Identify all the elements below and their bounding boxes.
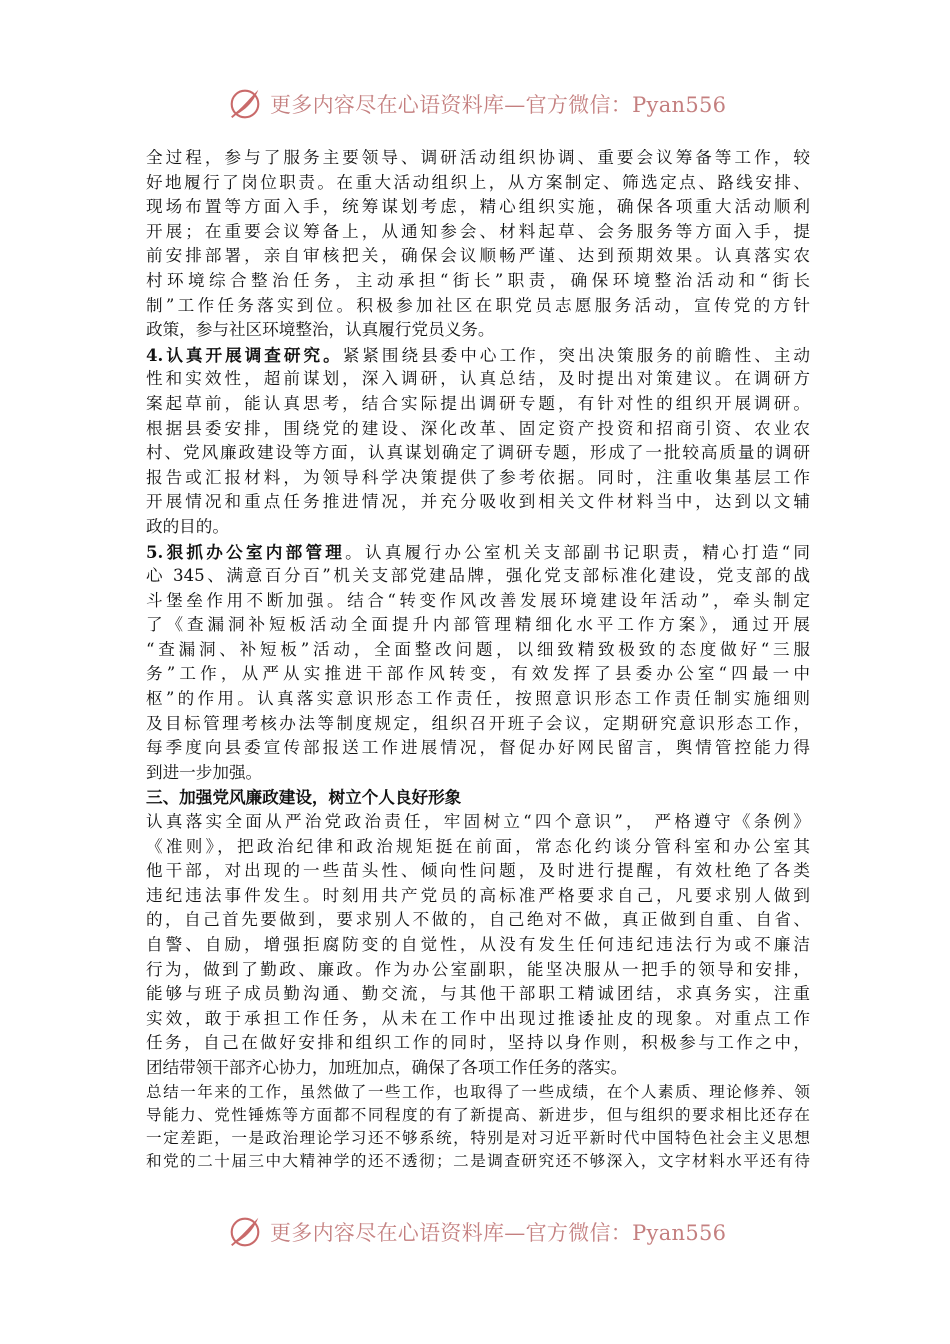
summary-text-line: 一定差距，一是政治理论学习还不够系统，特别是对习近平新时代中国特色社会主义思想 xyxy=(146,1128,810,1147)
text-line xyxy=(146,244,810,269)
text-line xyxy=(146,884,810,909)
line-text: 到进一步加强。 xyxy=(146,762,263,782)
line-text: 前安排部署，亲自审核把关，确保会议顺畅严谨、达到预期效果。认真落实农 xyxy=(146,246,810,266)
text-line xyxy=(146,171,810,196)
line-text: 自警、自励，增强拒腐防变的自觉性，从没有发生任何违纪违法行为或不廉洁 xyxy=(146,935,810,954)
line-text: 根据县委安排，围绕党的建设、深化改革、固定资产投资和招商引资、农业农 xyxy=(146,418,810,438)
line-text: 违纪违法事件发生。时刻用共产党员的高标准严格要求自己，凡要求别人做到 xyxy=(146,885,810,905)
text-line xyxy=(146,466,810,491)
text-line xyxy=(146,933,810,958)
text-line xyxy=(146,1056,810,1081)
line-text: 报告或汇报材料，为领导科学决策提供了参考依据。同时，注重收集基层工作 xyxy=(146,467,810,487)
quill-logo-icon xyxy=(226,85,264,123)
line-text: 及目标管理考核办法等制度规定，组织召开班子会议，定期研究意识形态工作， xyxy=(146,713,810,733)
bold-heading: 三、加强党风廉政建设，树立个人良好形象 xyxy=(146,787,462,808)
text-line xyxy=(146,146,810,171)
text-line xyxy=(146,835,810,860)
line-text: 务”工作，从严从实推进干部作风转变，有效发挥了县委办公室“四最一中 xyxy=(146,664,810,684)
header-watermark xyxy=(0,84,950,124)
text-line xyxy=(146,662,810,687)
text-line xyxy=(146,687,810,712)
text-line xyxy=(146,761,810,786)
text-line xyxy=(146,859,810,884)
text-line xyxy=(146,515,810,540)
line-text: 紧紧围绕县委中心工作，突出决策服务的前瞻性、主动 xyxy=(342,345,810,365)
text-line xyxy=(146,540,810,565)
document-body xyxy=(146,146,810,1173)
line-text: 行为，做到了勤政、廉政。作为办公室副职，能坚决服从一把手的领导和安排， xyxy=(146,959,810,979)
line-text: 政策，参与社区环境整治，认真履行党员义务。 xyxy=(146,320,495,340)
text-line xyxy=(146,392,810,417)
text-line xyxy=(146,982,810,1007)
line-text: 《准则》，把政治纪律和政治规矩挺在前面，常态化约谈分管科室和办公室其 xyxy=(146,836,810,856)
line-text: “查漏洞、补短板”活动，全面整改问题，以细致精致极致的态度做好“三服 xyxy=(146,639,810,659)
text-line xyxy=(146,441,810,466)
text-line xyxy=(146,736,810,761)
line-text: 斗堡垒作用不断加强。结合“转变作风改善发展环境建设年活动”，牵头制定 xyxy=(146,590,810,610)
summary-text-line: 导能力、党性锤炼等方面都不同程度的有了新提高、新进步，但与组织的要求相比还存在 xyxy=(146,1105,810,1124)
summary-text-line: 和党的二十届三中大精神学的还不透彻；二是调查研究还不够深入，文字材料水平还有待 xyxy=(146,1152,810,1171)
line-text: 现场布置等方面入手，统筹谋划考虑，精心组织实施，确保各项重大活动顺利 xyxy=(146,197,810,217)
text-line xyxy=(146,417,810,442)
line-text: 能够与班子成员勤沟通、勤交流，与其他干部职工精诚团结，求真务实，注重 xyxy=(146,984,810,1004)
text-line xyxy=(146,1031,810,1056)
watermark-text: 更多内容尽在心语资料库—官方微信：Pyan556 xyxy=(270,93,727,117)
line-text: 开展；在重要会议筹备上，从通知参会、材料起草、会务服务等方面入手，提 xyxy=(146,221,810,241)
line-text: 任务，自己在做好安排和组织工作的同时，坚持以身作则，积极参与工作之中， xyxy=(146,1033,810,1053)
text-line xyxy=(146,613,810,638)
line-text: 实效，敢于承担工作任务，从未在工作中出现过推诿扯皮的现象。对重点工作 xyxy=(146,1008,810,1028)
text-line xyxy=(146,958,810,983)
line-text: 了《查漏洞补短板活动全面提升内部管理精细化水平工作方案》，通过开展 xyxy=(146,615,810,635)
text-line xyxy=(146,269,810,294)
line-text: 政的目的。 xyxy=(146,516,229,536)
text-line xyxy=(146,638,810,663)
text-line xyxy=(146,220,810,245)
line-text: 制”工作任务落实到位。积极参加社区在职党员志愿服务活动，宣传党的方针 xyxy=(146,295,810,315)
watermark-text: 更多内容尽在心语资料库—官方微信：Pyan556 xyxy=(270,1221,727,1245)
line-text: 全过程，参与了服务主要领导、调研活动组织协调、重要会议筹备等工作，较 xyxy=(146,148,810,167)
bold-heading: 5.狠抓办公室内部管理 xyxy=(146,541,346,562)
line-text: 每季度向县委宣传部报送工作进展情况，督促办好网民留言，舆情管控能力得 xyxy=(146,738,810,758)
quill-logo-icon xyxy=(226,1213,264,1251)
text-line xyxy=(146,294,810,319)
text-line xyxy=(146,367,810,392)
text-line xyxy=(146,195,810,220)
line-text: 村、党风廉政建设等方面，认真谋划确定了调研专题，形成了一批较高质量的调研 xyxy=(146,443,810,463)
line-text: 村环境综合整治任务，主动承担“街长”职责，确保环境整治活动和“街长 xyxy=(146,270,810,290)
text-line xyxy=(146,318,810,343)
text-line xyxy=(146,343,810,368)
text-line xyxy=(146,490,810,515)
bold-heading: 4.认真开展调查研究。 xyxy=(146,344,343,365)
line-text: 他干部，对出现的一些苗头性、倾向性问题，及时进行提醒，有效杜绝了各类 xyxy=(146,861,810,881)
footer-watermark xyxy=(0,1212,950,1252)
text-line xyxy=(146,564,810,589)
line-text: 性和实效性，超前谋划，深入调研，认真总结，及时提出对策建议。在调研方 xyxy=(146,369,810,389)
line-text: 的，自己首先要做到，要求别人不做的，自己绝对不做，真正做到自重、自省、 xyxy=(146,910,810,930)
line-text: 。认真履行办公室机关支部副书记职责，精心打造“同 xyxy=(345,542,810,562)
text-line xyxy=(146,1007,810,1032)
line-text: 团结带领干部齐心协力，加班加点，确保了各项工作任务的落实。 xyxy=(146,1057,628,1077)
line-text: 好地履行了岗位职责。在重大活动组织上，从方案制定、筛选定点、路线安排、 xyxy=(146,172,810,192)
line-text: 枢”的作用。认真落实意识形态工作责任，按照意识形态工作责任制实施细则 xyxy=(146,689,810,709)
line-text: 心 345、满意百分百”机关支部党建品牌，强化党支部标准化建设，党支部的战 xyxy=(146,566,810,586)
text-line xyxy=(146,810,810,835)
summary-text-line: 总结一年来的工作，虽然做了一些工作，也取得了一些成绩，在个人素质、理论修养、领 xyxy=(146,1082,810,1101)
text-line xyxy=(146,589,810,614)
text-line xyxy=(146,785,810,810)
text-line xyxy=(146,908,810,933)
line-text: 案起草前，能认真思考，结合实际提出调研专题，有针对性的组织开展调研。 xyxy=(146,393,810,413)
line-text: 认真落实全面从严治党政治责任，牢固树立“四个意识”， 严格遵守《条例》 xyxy=(146,812,810,832)
text-line xyxy=(146,712,810,737)
line-text: 开展情况和重点任务推进情况，并充分吸收到相关文件材料当中，达到以文辅 xyxy=(146,492,810,512)
